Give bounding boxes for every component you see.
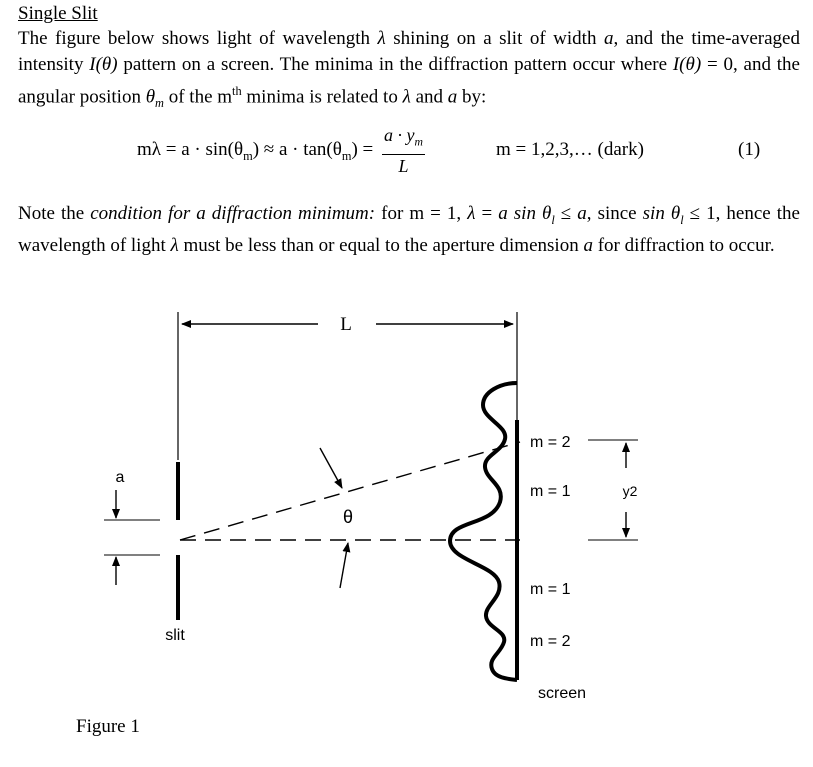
L-label: L [340, 314, 352, 335]
screen [517, 420, 586, 702]
screen-label: screen [537, 685, 587, 702]
y2-label: y2 [622, 483, 638, 499]
a-label: a [115, 469, 125, 486]
L-dimension [178, 312, 517, 460]
section-title: Single Slit [18, 3, 98, 24]
order-labels [530, 434, 571, 650]
theta-angle [320, 448, 353, 588]
m-label-upper-1: m = 1 [530, 483, 571, 500]
equation-condition: m = 1,2,3,… (dark) [496, 139, 644, 160]
theta-label: θ [342, 507, 354, 527]
a-dimension [104, 469, 160, 585]
fraction-numerator: $a \cdot y_m$ [382, 124, 425, 155]
m-label-lower-2: m = 2 [530, 633, 571, 650]
intro-paragraph: The figure below shows light of wavelength λ shining on a slit of width a, and the time-averaged intensity I(θ) pattern on a screen. The minima in the diffraction pattern occur where I(θ) = 0, and the angular position $\theta_m$ of the $m^{th}$ minima is related to λ and a by: [18, 28, 800, 111]
slit [165, 462, 185, 644]
m-label-upper-2: m = 2 [530, 434, 571, 451]
fraction-denominator: L [398, 155, 409, 176]
slit-label: slit [165, 627, 185, 644]
m-label-lower-1: m = 1 [530, 581, 571, 598]
equation-main: $m\lambda = a \cdot \sin(\theta_m) \approx a \cdot \tan(\theta_m)$ = [137, 139, 374, 163]
y2-dimension [588, 440, 638, 540]
equation-number: (1) [738, 139, 761, 160]
figure-caption: Figure 1 [76, 716, 140, 737]
intensity-pattern [450, 383, 517, 680]
note-paragraph: Note the condition for a diffraction minimum: for m = 1, λ = a $\sin \theta_l \le a$, since $\sin \theta_l \le 1$, hence the wavelength of light λ must be less than or equal to the aperture dimension a for diffraction to occur. [18, 203, 800, 256]
